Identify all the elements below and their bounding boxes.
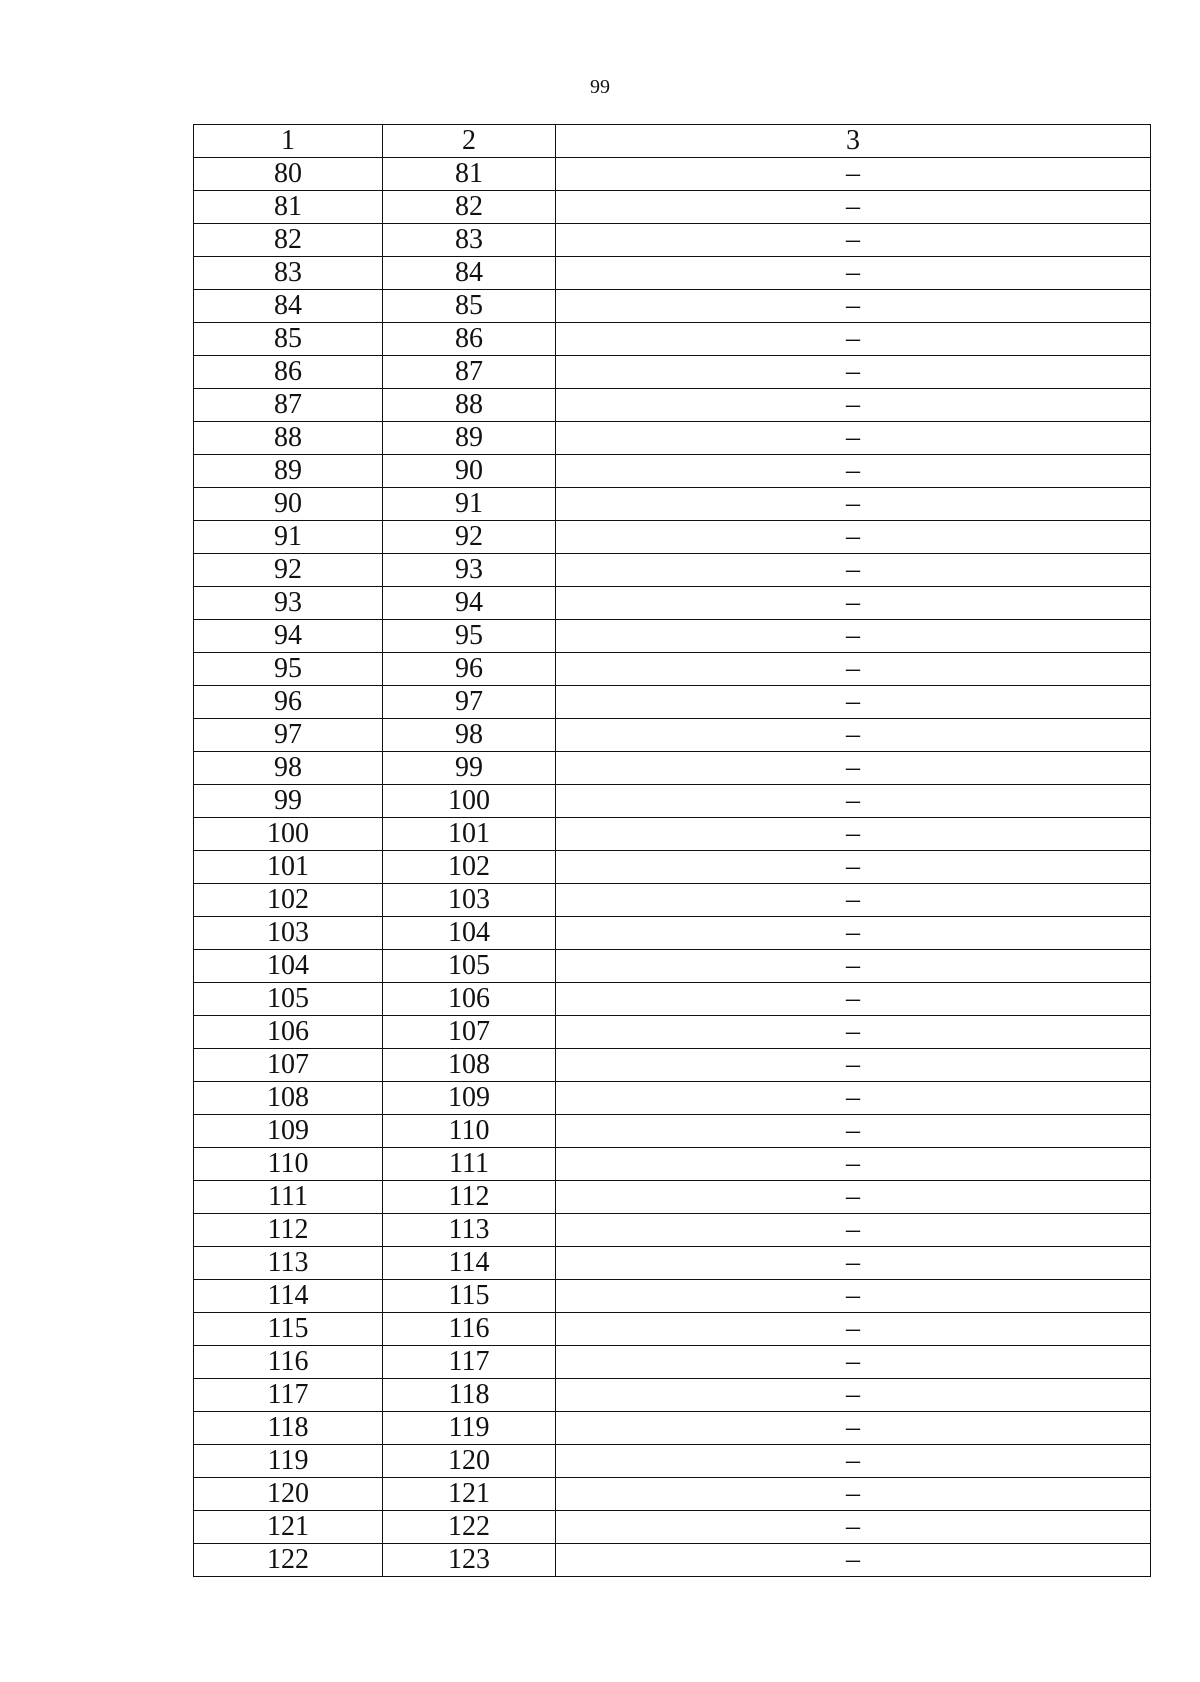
table-row bbox=[194, 191, 1151, 224]
table-cell-col-2: 93 bbox=[383, 554, 556, 587]
table-cell-col-1: 107 bbox=[194, 1049, 383, 1082]
table-row bbox=[194, 455, 1151, 488]
table-cell-col-3: – bbox=[556, 257, 1151, 290]
table-cell-col-1: 84 bbox=[194, 290, 383, 323]
table-cell-col-3: – bbox=[556, 587, 1151, 620]
table-cell-col-2: 119 bbox=[383, 1412, 556, 1445]
table-cell-col-2: 91 bbox=[383, 488, 556, 521]
table-cell-col-3: – bbox=[556, 851, 1151, 884]
table-row bbox=[194, 1379, 1151, 1412]
table-cell-col-3: – bbox=[556, 488, 1151, 521]
table-cell-col-2: 123 bbox=[383, 1544, 556, 1577]
table-row bbox=[194, 1247, 1151, 1280]
table-row bbox=[194, 983, 1151, 1016]
table-cell-col-1: 100 bbox=[194, 818, 383, 851]
table-cell-col-3: – bbox=[556, 917, 1151, 950]
table-cell-col-2: 117 bbox=[383, 1346, 556, 1379]
table-row bbox=[194, 719, 1151, 752]
table-cell-col-3: – bbox=[556, 1082, 1151, 1115]
table-cell-col-1: 113 bbox=[194, 1247, 383, 1280]
table-row bbox=[194, 323, 1151, 356]
table-cell-col-2: 95 bbox=[383, 620, 556, 653]
table-cell-col-2: 112 bbox=[383, 1181, 556, 1214]
table-cell-col-3: – bbox=[556, 1280, 1151, 1313]
table-cell-col-2: 115 bbox=[383, 1280, 556, 1313]
table-cell-col-2: 96 bbox=[383, 653, 556, 686]
table-cell-col-2: 106 bbox=[383, 983, 556, 1016]
table-cell-col-2: 99 bbox=[383, 752, 556, 785]
table-cell-col-1: 89 bbox=[194, 455, 383, 488]
table-row bbox=[194, 1214, 1151, 1247]
table-header-row bbox=[194, 125, 1151, 158]
table-cell-col-2: 105 bbox=[383, 950, 556, 983]
table-row bbox=[194, 422, 1151, 455]
table-cell-col-2: 109 bbox=[383, 1082, 556, 1115]
table-row bbox=[194, 1412, 1151, 1445]
table-row bbox=[194, 686, 1151, 719]
table-cell-col-3: – bbox=[556, 752, 1151, 785]
table-cell-col-2: 108 bbox=[383, 1049, 556, 1082]
table-row bbox=[194, 356, 1151, 389]
table-cell-col-1: 106 bbox=[194, 1016, 383, 1049]
table-cell-col-2: 121 bbox=[383, 1478, 556, 1511]
table-cell-col-3: – bbox=[556, 620, 1151, 653]
table-cell-col-2: 111 bbox=[383, 1148, 556, 1181]
table-row bbox=[194, 1280, 1151, 1313]
table-cell-col-1: 83 bbox=[194, 257, 383, 290]
table-cell-col-2: 102 bbox=[383, 851, 556, 884]
table-cell-col-1: 116 bbox=[194, 1346, 383, 1379]
table-cell-col-1: 108 bbox=[194, 1082, 383, 1115]
table-cell-col-1: 90 bbox=[194, 488, 383, 521]
table-cell-col-3: – bbox=[556, 224, 1151, 257]
table-cell-col-3: – bbox=[556, 1313, 1151, 1346]
table-cell-col-1: 119 bbox=[194, 1445, 383, 1478]
table-cell-col-2: 83 bbox=[383, 224, 556, 257]
table-cell-col-3: – bbox=[556, 1049, 1151, 1082]
table-cell-col-3: – bbox=[556, 1511, 1151, 1544]
table-cell-col-3: – bbox=[556, 884, 1151, 917]
table-cell-col-1: 114 bbox=[194, 1280, 383, 1313]
table-cell-col-2: 110 bbox=[383, 1115, 556, 1148]
table-cell-col-2: 82 bbox=[383, 191, 556, 224]
table-row bbox=[194, 488, 1151, 521]
table-cell-col-2: 98 bbox=[383, 719, 556, 752]
table-cell-col-1: 121 bbox=[194, 1511, 383, 1544]
data-table bbox=[193, 124, 1151, 1577]
table-cell-col-2: 103 bbox=[383, 884, 556, 917]
table-row bbox=[194, 917, 1151, 950]
table-cell-col-2: 88 bbox=[383, 389, 556, 422]
table-row bbox=[194, 752, 1151, 785]
table-cell-col-2: 90 bbox=[383, 455, 556, 488]
table-row bbox=[194, 1148, 1151, 1181]
table-cell-col-1: 118 bbox=[194, 1412, 383, 1445]
table-cell-col-2: 101 bbox=[383, 818, 556, 851]
table-cell-col-3: – bbox=[556, 191, 1151, 224]
table-cell-col-1: 104 bbox=[194, 950, 383, 983]
table-row bbox=[194, 1346, 1151, 1379]
table-cell-col-1: 105 bbox=[194, 983, 383, 1016]
table-cell-col-1: 122 bbox=[194, 1544, 383, 1577]
table-cell-col-1: 96 bbox=[194, 686, 383, 719]
table-cell-col-1: 98 bbox=[194, 752, 383, 785]
table-row bbox=[194, 521, 1151, 554]
table-cell-col-3: – bbox=[556, 1445, 1151, 1478]
table-cell-col-1: 86 bbox=[194, 356, 383, 389]
table-row bbox=[194, 950, 1151, 983]
table-cell-col-3: – bbox=[556, 323, 1151, 356]
table-cell-col-1: 101 bbox=[194, 851, 383, 884]
table-cell-col-1: 97 bbox=[194, 719, 383, 752]
table-cell-col-2: 81 bbox=[383, 158, 556, 191]
table-cell-col-1: 91 bbox=[194, 521, 383, 554]
table-cell-col-3: – bbox=[556, 389, 1151, 422]
table-cell-col-2: 97 bbox=[383, 686, 556, 719]
table-cell-col-1: 85 bbox=[194, 323, 383, 356]
table-cell-col-2: 104 bbox=[383, 917, 556, 950]
table-cell-col-2: 107 bbox=[383, 1016, 556, 1049]
table-cell-col-1: 110 bbox=[194, 1148, 383, 1181]
table-cell-col-3: – bbox=[556, 158, 1151, 191]
column-header-2: 2 bbox=[383, 125, 556, 158]
table-row bbox=[194, 1082, 1151, 1115]
table-cell-col-3: – bbox=[556, 1379, 1151, 1412]
table-cell-col-3: – bbox=[556, 950, 1151, 983]
table-cell-col-2: 113 bbox=[383, 1214, 556, 1247]
table-row bbox=[194, 620, 1151, 653]
table-cell-col-2: 120 bbox=[383, 1445, 556, 1478]
table-row bbox=[194, 554, 1151, 587]
table-cell-col-1: 95 bbox=[194, 653, 383, 686]
table-cell-col-2: 100 bbox=[383, 785, 556, 818]
table-cell-col-3: – bbox=[556, 554, 1151, 587]
table-cell-col-3: – bbox=[556, 1016, 1151, 1049]
table-cell-col-1: 115 bbox=[194, 1313, 383, 1346]
table-row bbox=[194, 1313, 1151, 1346]
table-row bbox=[194, 785, 1151, 818]
table-cell-col-3: – bbox=[556, 1544, 1151, 1577]
table-cell-col-3: – bbox=[556, 422, 1151, 455]
table-cell-col-3: – bbox=[556, 1181, 1151, 1214]
table-row bbox=[194, 851, 1151, 884]
table-cell-col-1: 93 bbox=[194, 587, 383, 620]
table-row bbox=[194, 653, 1151, 686]
table-cell-col-1: 94 bbox=[194, 620, 383, 653]
table-cell-col-3: – bbox=[556, 521, 1151, 554]
table-cell-col-1: 88 bbox=[194, 422, 383, 455]
table-row bbox=[194, 1115, 1151, 1148]
table-cell-col-3: – bbox=[556, 1346, 1151, 1379]
table-cell-col-3: – bbox=[556, 1412, 1151, 1445]
table-cell-col-1: 80 bbox=[194, 158, 383, 191]
table-row bbox=[194, 884, 1151, 917]
table-cell-col-1: 99 bbox=[194, 785, 383, 818]
table-cell-col-1: 82 bbox=[194, 224, 383, 257]
table-cell-col-2: 118 bbox=[383, 1379, 556, 1412]
page-number: 99 bbox=[590, 76, 610, 98]
table-cell-col-3: – bbox=[556, 1115, 1151, 1148]
table-cell-col-2: 89 bbox=[383, 422, 556, 455]
table-row bbox=[194, 290, 1151, 323]
table-row bbox=[194, 1544, 1151, 1577]
table-cell-col-2: 84 bbox=[383, 257, 556, 290]
table-cell-col-2: 122 bbox=[383, 1511, 556, 1544]
table-cell-col-2: 92 bbox=[383, 521, 556, 554]
table-row bbox=[194, 389, 1151, 422]
table-row bbox=[194, 1181, 1151, 1214]
table-cell-col-3: – bbox=[556, 653, 1151, 686]
table-cell-col-1: 112 bbox=[194, 1214, 383, 1247]
table-row bbox=[194, 257, 1151, 290]
table-cell-col-1: 81 bbox=[194, 191, 383, 224]
table-header bbox=[194, 125, 1151, 158]
table-cell-col-3: – bbox=[556, 1478, 1151, 1511]
table-row bbox=[194, 587, 1151, 620]
table-body bbox=[194, 158, 1151, 1577]
table-cell-col-3: – bbox=[556, 719, 1151, 752]
column-header-3: 3 bbox=[556, 125, 1151, 158]
table-row bbox=[194, 158, 1151, 191]
table-cell-col-1: 120 bbox=[194, 1478, 383, 1511]
table-cell-col-1: 109 bbox=[194, 1115, 383, 1148]
table-cell-col-1: 111 bbox=[194, 1181, 383, 1214]
table-row bbox=[194, 818, 1151, 851]
table-row bbox=[194, 1478, 1151, 1511]
table-row bbox=[194, 1016, 1151, 1049]
table-cell-col-2: 114 bbox=[383, 1247, 556, 1280]
table-cell-col-3: – bbox=[556, 290, 1151, 323]
table-cell-col-3: – bbox=[556, 1247, 1151, 1280]
table-cell-col-3: – bbox=[556, 455, 1151, 488]
table-cell-col-1: 87 bbox=[194, 389, 383, 422]
table-cell-col-3: – bbox=[556, 818, 1151, 851]
table-cell-col-3: – bbox=[556, 1148, 1151, 1181]
table-cell-col-2: 116 bbox=[383, 1313, 556, 1346]
table-cell-col-1: 92 bbox=[194, 554, 383, 587]
table-row bbox=[194, 1511, 1151, 1544]
table-row bbox=[194, 224, 1151, 257]
table-cell-col-3: – bbox=[556, 686, 1151, 719]
table-cell-col-3: – bbox=[556, 356, 1151, 389]
column-header-1: 1 bbox=[194, 125, 383, 158]
table-cell-col-2: 86 bbox=[383, 323, 556, 356]
table-row bbox=[194, 1445, 1151, 1478]
table-cell-col-3: – bbox=[556, 785, 1151, 818]
table-cell-col-3: – bbox=[556, 1214, 1151, 1247]
table-cell-col-2: 85 bbox=[383, 290, 556, 323]
table-cell-col-3: – bbox=[556, 983, 1151, 1016]
table-cell-col-2: 87 bbox=[383, 356, 556, 389]
table-cell-col-1: 103 bbox=[194, 917, 383, 950]
table-row bbox=[194, 1049, 1151, 1082]
table-cell-col-1: 117 bbox=[194, 1379, 383, 1412]
table-cell-col-1: 102 bbox=[194, 884, 383, 917]
table-cell-col-2: 94 bbox=[383, 587, 556, 620]
